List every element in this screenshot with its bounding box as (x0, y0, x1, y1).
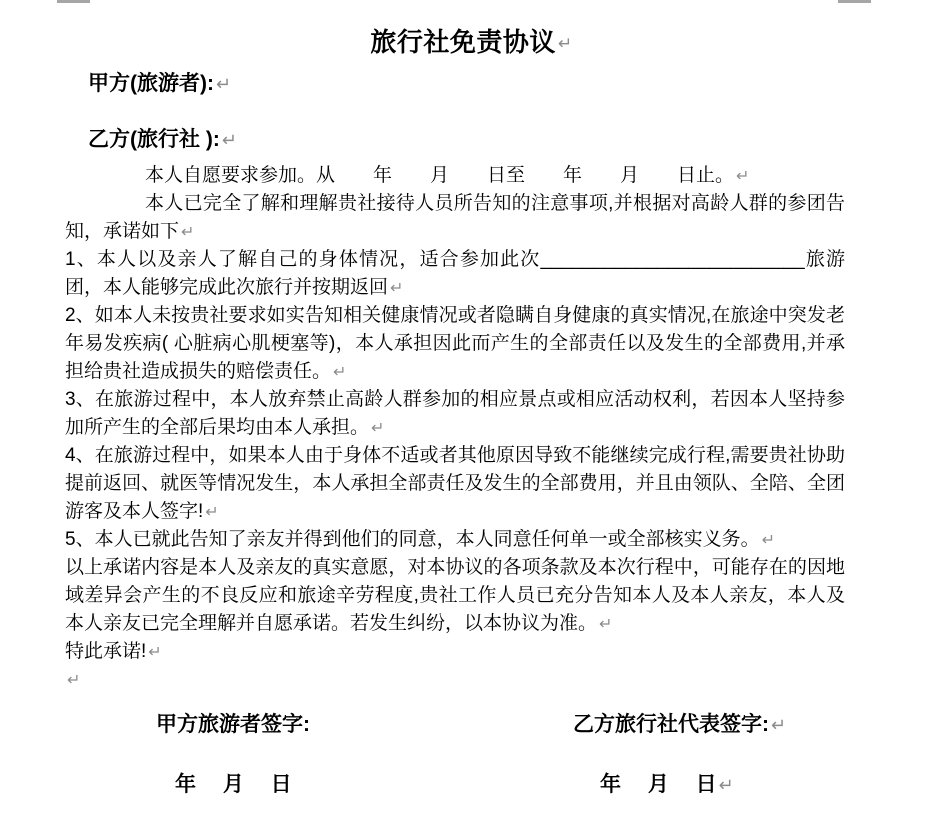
party-a-label: 甲方(旅游者): (88, 72, 214, 95)
clause-4 (65, 442, 845, 526)
paragraph-mark-icon: ↵ (181, 223, 195, 241)
paragraph-mark-icon: ↵ (215, 74, 231, 94)
paragraph-mark-icon: ↵ (371, 419, 385, 437)
fill-in-blank: _________________________ (540, 249, 805, 270)
party-a-date-text: 年 月 日 (175, 773, 292, 796)
para-text: 本人自愿要求参加。从 年 月 日至 年 月 日止。 (145, 165, 735, 186)
document-body (65, 162, 845, 694)
party-b-label: 乙方(旅行社 ): (88, 128, 220, 151)
paragraph-mark-icon: ↵ (333, 363, 347, 381)
party-a-signature-text: 甲方旅游者签字: (156, 713, 310, 736)
party-b-date-text: 年 月 日 (600, 773, 717, 796)
clause-5 (65, 526, 845, 554)
party-b-heading (88, 127, 237, 153)
para-text: 3、在旅游过程中，本人放弃禁止高龄人群参加的相应景点或相应活动权利，若因本人坚持参加所产生的全部后果均由本人承担。 (65, 389, 845, 438)
para-text: 2、如本人未按贵社要求如实告知相关健康情况或者隐瞒自身健康的真实情况,在旅途中突发老年易发疾病( 心脏病心肌梗塞等)，本人承担因此而产生的全部责任以及发生的全部费用,并承担给贵社造成损失的赔偿责任。 (65, 305, 845, 382)
para-closing (65, 554, 845, 638)
top-left-margin-mark (57, 0, 90, 3)
para-text: 本人已完全了解和理解贵社接待人员所告知的注意事项,并根据对高龄人群的参团告知，承诺如下 (65, 193, 845, 242)
paragraph-mark-icon: ↵ (599, 615, 613, 633)
party-b-signature-label (573, 712, 786, 738)
clause-3 (65, 386, 845, 442)
paragraph-mark-icon: ↵ (390, 279, 404, 297)
clause-2 (65, 302, 845, 386)
paragraph-mark-icon: ↵ (67, 671, 81, 689)
party-a-signature-label (156, 712, 310, 738)
party-b-signature-text: 乙方旅行社代表签字: (573, 713, 769, 736)
party-a-date-line (175, 772, 292, 798)
clause-1 (65, 246, 845, 302)
party-a-heading (88, 71, 231, 97)
paragraph-mark-icon: ↵ (771, 715, 786, 735)
party-b-date-line (600, 772, 734, 798)
paragraph-mark-icon: ↵ (557, 34, 573, 54)
paragraph-mark-icon: ↵ (148, 643, 162, 661)
para-text: 5、本人已就此告知了亲友并得到他们的同意，本人同意任何单一或全部核实义务。 (65, 529, 760, 550)
para-empty (65, 666, 845, 694)
top-right-margin-mark (838, 0, 871, 3)
para-intro-notice (65, 190, 845, 246)
document-title (0, 25, 943, 61)
para-text: 旅游团，本人能够完成此次旅行并按期返回 (65, 249, 845, 298)
paragraph-mark-icon: ↵ (736, 167, 750, 185)
para-text: 特此承诺! (65, 641, 147, 662)
para-hereby (65, 638, 845, 666)
document-title-text: 旅行社免责协议 (370, 27, 556, 58)
paragraph-mark-icon: ↵ (718, 775, 734, 795)
paragraph-mark-icon: ↵ (761, 531, 776, 549)
para-text: 以上承诺内容是本人及亲友的真实意愿，对本协议的各项条款及本次行程中，可能存在的因地域差异会产生的不良反应和旅途辛劳程度,贵社工作人员已充分告知本人及本人亲友，本人及本人亲友已完全理解并自愿承诺。若发生纠纷，以本协议为准。 (65, 557, 845, 634)
para-text: 4、在旅游过程中，如果本人由于身体不适或者其他原因导致不能继续完成行程,需要贵社协助提前返回、就医等情况发生，本人承担全部责任及发生的全部费用，并且由领队、全陪、全团游客及本人签字! (65, 445, 845, 522)
para-text: 1、本人以及亲人了解自己的身体情况，适合参加此次 (65, 249, 541, 270)
paragraph-mark-icon: ↵ (205, 503, 219, 521)
paragraph-mark-icon: ↵ (221, 130, 237, 150)
para-intro-dates (65, 162, 845, 190)
